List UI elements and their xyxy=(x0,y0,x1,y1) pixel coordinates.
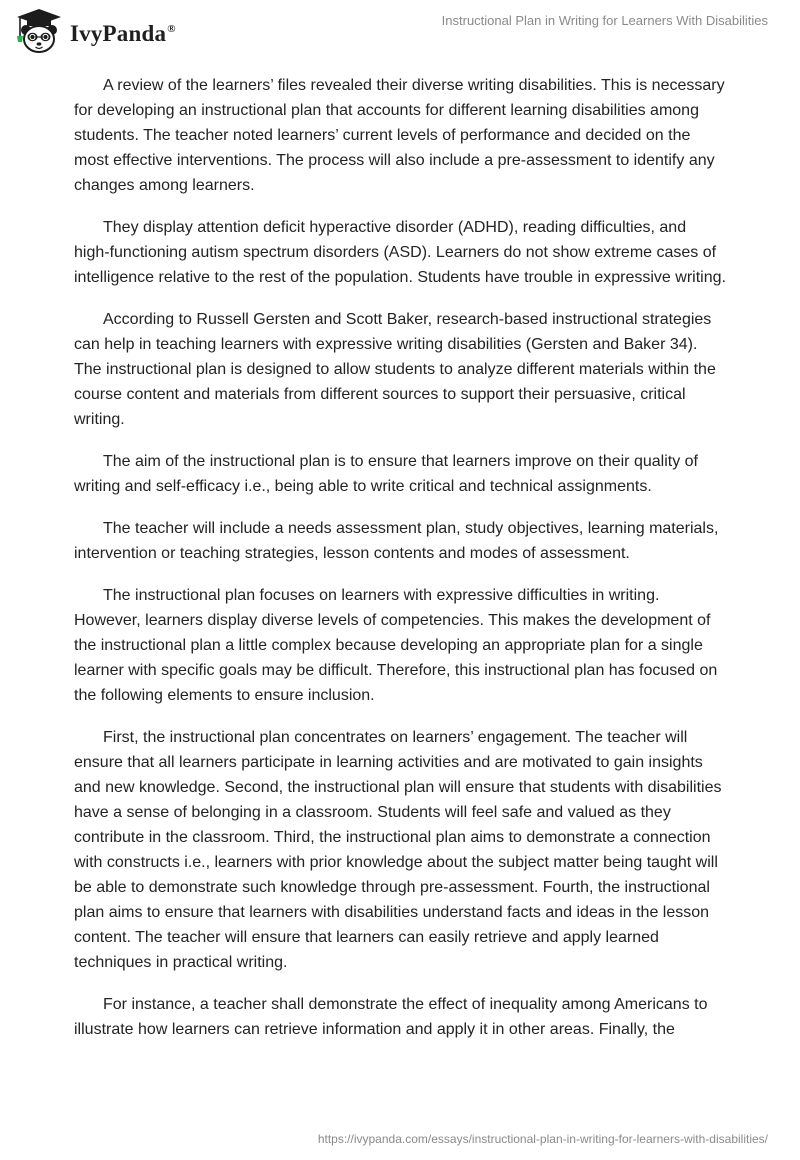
paragraph-4: The aim of the instructional plan is to ensure that learners improve on their quality of writing and self-efficacy i.e., being able to write critical and technical assignments. xyxy=(74,453,698,495)
page-header xyxy=(0,0,800,60)
paragraph-2: They display attention deficit hyperactive disorder (ADHD), reading difficulties, and high-functioning autism spectrum disorders (ASD). Learners do not show extreme cases of intelligence relative to the rest of the population. Students have trouble in expressive writing. xyxy=(74,219,726,286)
registered-mark: ® xyxy=(167,23,176,36)
panda-graduate-icon xyxy=(14,8,64,54)
brand-logo[interactable] xyxy=(14,8,176,54)
source-url[interactable]: https://ivypanda.com/essays/instructional-plan-in-writing-for-learners-with-disabilities/ xyxy=(317,1132,768,1146)
paragraph-1: A review of the learners’ files revealed their diverse writing disabilities. This is necessary for developing an instructional plan that accounts for different learning disabilities among students. The teacher noted learners’ current levels of performance and decided on the most effective interventions. The process will also include a pre-assessment to identify any changes among learners. xyxy=(74,77,725,194)
paragraph-3: According to Russell Gersten and Scott Baker, research-based instructional strategies can help in teaching learners with expressive writing disabilities (Gersten and Baker 34). The instructional plan is designed to allow students to analyze different materials within the course content and materials from different sources to support their persuasive, critical writing. xyxy=(74,311,716,428)
paragraph-7: First, the instructional plan concentrates on learners’ engagement. The teacher will ensure that all learners participate in learning activities and are motivated to gain insights and new knowledge. Second, the instructional plan will ensure that students with disabilities have a sense of belonging in a classroom. Students will feel safe and valued as they contribute in the classroom. Third, the instructional plan aims to demonstrate a connection with constructs i.e., learners with prior knowledge about the subject matter being taught will be able to demonstrate such knowledge through pre-assessment. Fourth, the instructional plan aims to ensure that learners with disabilities understand facts and ideas in the lesson content. The teacher will ensure that learners can easily retrieve and apply learned techniques in practical writing. xyxy=(74,729,722,971)
essay-body xyxy=(74,73,726,1059)
document-title: Instructional Plan in Writing for Learners With Disabilities xyxy=(441,13,768,28)
brand-name: IvyPanda® xyxy=(70,21,176,46)
paragraph-6: The instructional plan focuses on learners with expressive difficulties in writing. However, learners display diverse levels of competencies. This makes the development of the instructional plan a little complex because developing an appropriate plan for a single learner with specific goals may be difficult. Therefore, this instructional plan has focused on the following elements to ensure inclusion. xyxy=(74,587,718,704)
paragraph-5: The teacher will include a needs assessment plan, study objectives, learning materials, intervention or teaching strategies, lesson contents and modes of assessment. xyxy=(74,520,719,562)
paragraph-8: For instance, a teacher shall demonstrate the effect of inequality among Americans to illustrate how learners can retrieve information and apply it in other areas. Finally, the xyxy=(74,996,708,1038)
